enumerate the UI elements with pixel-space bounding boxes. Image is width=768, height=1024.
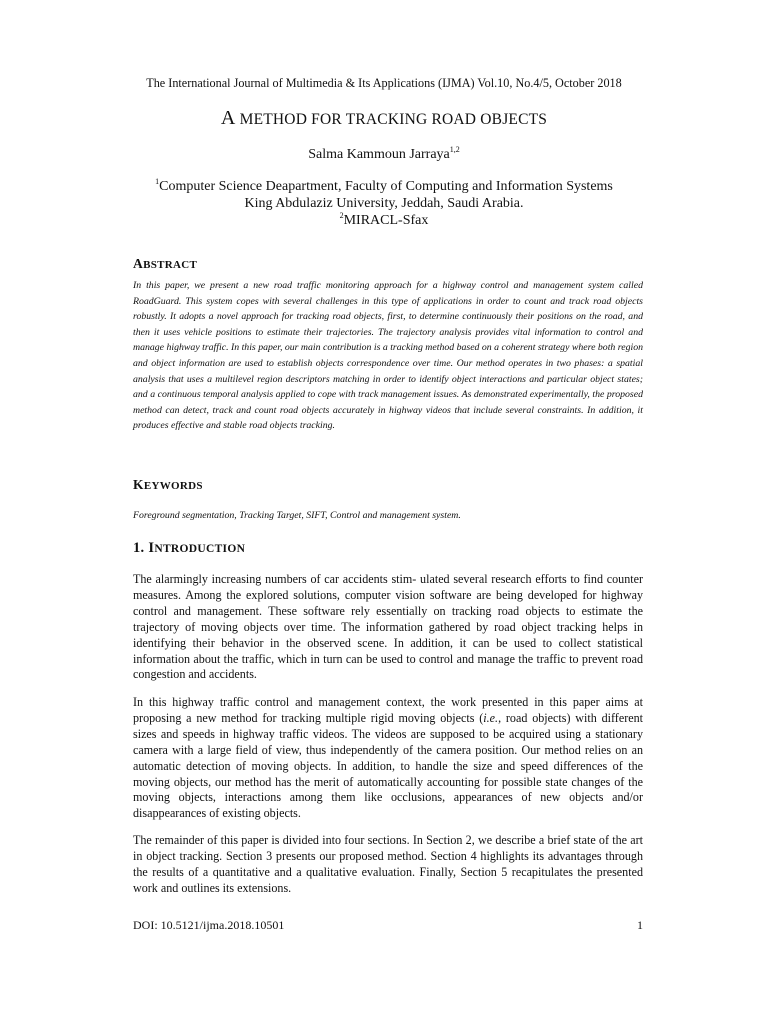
introduction-paragraph-2 bbox=[133, 695, 643, 822]
introduction-paragraph-3: The remainder of this paper is divided into four sections. In Section 2, we describe a brief state of the art in object tracking. Section 3 presents our proposed method. Section 4 highlights its advantages through the results of a quantitative and a qualitative evaluation. Finally, Section 5 recapitulates the presented work and outlines its extensions. bbox=[133, 833, 643, 895]
affiliation-2-text: MIRACL-Sfax bbox=[343, 213, 429, 228]
author-line bbox=[0, 147, 768, 163]
affiliation-line-3 bbox=[0, 213, 768, 229]
introduction-paragraph-1: The alarmingly increasing numbers of car accidents stim- ulated several research efforts to find counter measures. Among the explored solutions, computer vision software are being developed for highway control and management. These software rely essentially on tracking road objects to estimate the trajectory of moving objects over time. The information gathered by road object tracking helps in identifying their behavior in the observed scene. In addition, it can be used to collect statistical information about the traffic, which in turn can be used to control and manage the traffic to prevent road congestion and accidents. bbox=[133, 572, 643, 682]
ie-abbreviation: i.e. bbox=[483, 710, 499, 725]
keywords-text: Foreground segmentation, Tracking Target, SIFT, Control and management system. bbox=[133, 510, 461, 521]
keywords-heading-initial: K bbox=[133, 477, 144, 492]
affiliation-1-text: Computer Science Deapartment, Faculty of Computing and Information Systems bbox=[159, 179, 613, 194]
introduction-heading-number: 1. I bbox=[133, 540, 155, 556]
author-name: Salma Kammoun Jarraya bbox=[308, 147, 450, 162]
doi-text: DOI: 10.5121/ijma.2018.10501 bbox=[133, 918, 285, 932]
introduction-heading-rest: NTRODUCTION bbox=[154, 543, 246, 555]
keywords-heading-rest: EYWORDS bbox=[143, 480, 203, 492]
keywords-heading bbox=[133, 477, 203, 493]
title-rest: METHOD FOR TRACKING ROAD OBJECTS bbox=[235, 111, 548, 128]
page-footer bbox=[133, 918, 643, 933]
page-number: 1 bbox=[637, 918, 643, 932]
paragraph-2-part-b: , road objects) with different sizes and speeds in highway traffic videos. The videos are supposed to be acquired using a stationary camera with a large field of view, thus independently of the camera position. Our method relies on an automatic detection of moving objects. In addition, to handle the size and speed differences of the moving objects, our method has the merit of automatically accounting for possible state changes of the moving objects, interactions among them like occlusions, appearances of new objects and/or disappearances of existing objects. bbox=[133, 710, 643, 821]
journal-running-head: The International Journal of Multimedia & Its Applications (IJMA) Vol.10, No.4/5, October 2018 bbox=[146, 76, 622, 90]
abstract-heading bbox=[133, 256, 197, 272]
introduction-heading bbox=[133, 540, 245, 557]
author-affiliation-marks: 1,2 bbox=[449, 145, 460, 154]
paragraph-2-part-a: In this highway traffic control and management context, the work presented in this paper aims at proposing a new method for tracking multiple rigid moving objects ( bbox=[133, 695, 643, 725]
abstract-heading-rest: BSTRACT bbox=[143, 259, 198, 271]
affiliation-2-mark: 2 bbox=[339, 211, 344, 220]
affiliation-line-2: King Abdulaziz University, Jeddah, Saudi Arabia. bbox=[244, 196, 524, 211]
abstract-text: In this paper, we present a new road traffic monitoring approach for a highway control and management system called RoadGuard. This system copes with several challenges in this type of applications in order to count and track road objects robustly. It adopts a novel approach for tracking road objects, first, to determine continuously their positions on the road, and then it uses vehicle positions to estimate their trajectories. The trajectory analysis provides vital information to control and manage highway traffic. In this paper, our main contribution is a tracking method based on a coherent strategy where both region and object information are used to establish objects correspondence over time. Our method operates in two phases: a spatial analysis that uses a multilevel region descriptors matching in order to identify object interactions and particular object states; and a continuous temporal analysis applied to cope with track management issues. As demonstrated experimentally, the proposed method can detect, track and count road objects accurately in highway videos that include several constraints. In addition, it produces effective and stable road objects tracking. bbox=[133, 280, 643, 432]
affiliation-line-1 bbox=[0, 179, 768, 195]
affiliation-1-mark: 1 bbox=[155, 177, 160, 186]
paper-title bbox=[0, 107, 768, 130]
abstract-heading-initial: A bbox=[133, 256, 144, 271]
title-initial: A bbox=[220, 107, 236, 129]
